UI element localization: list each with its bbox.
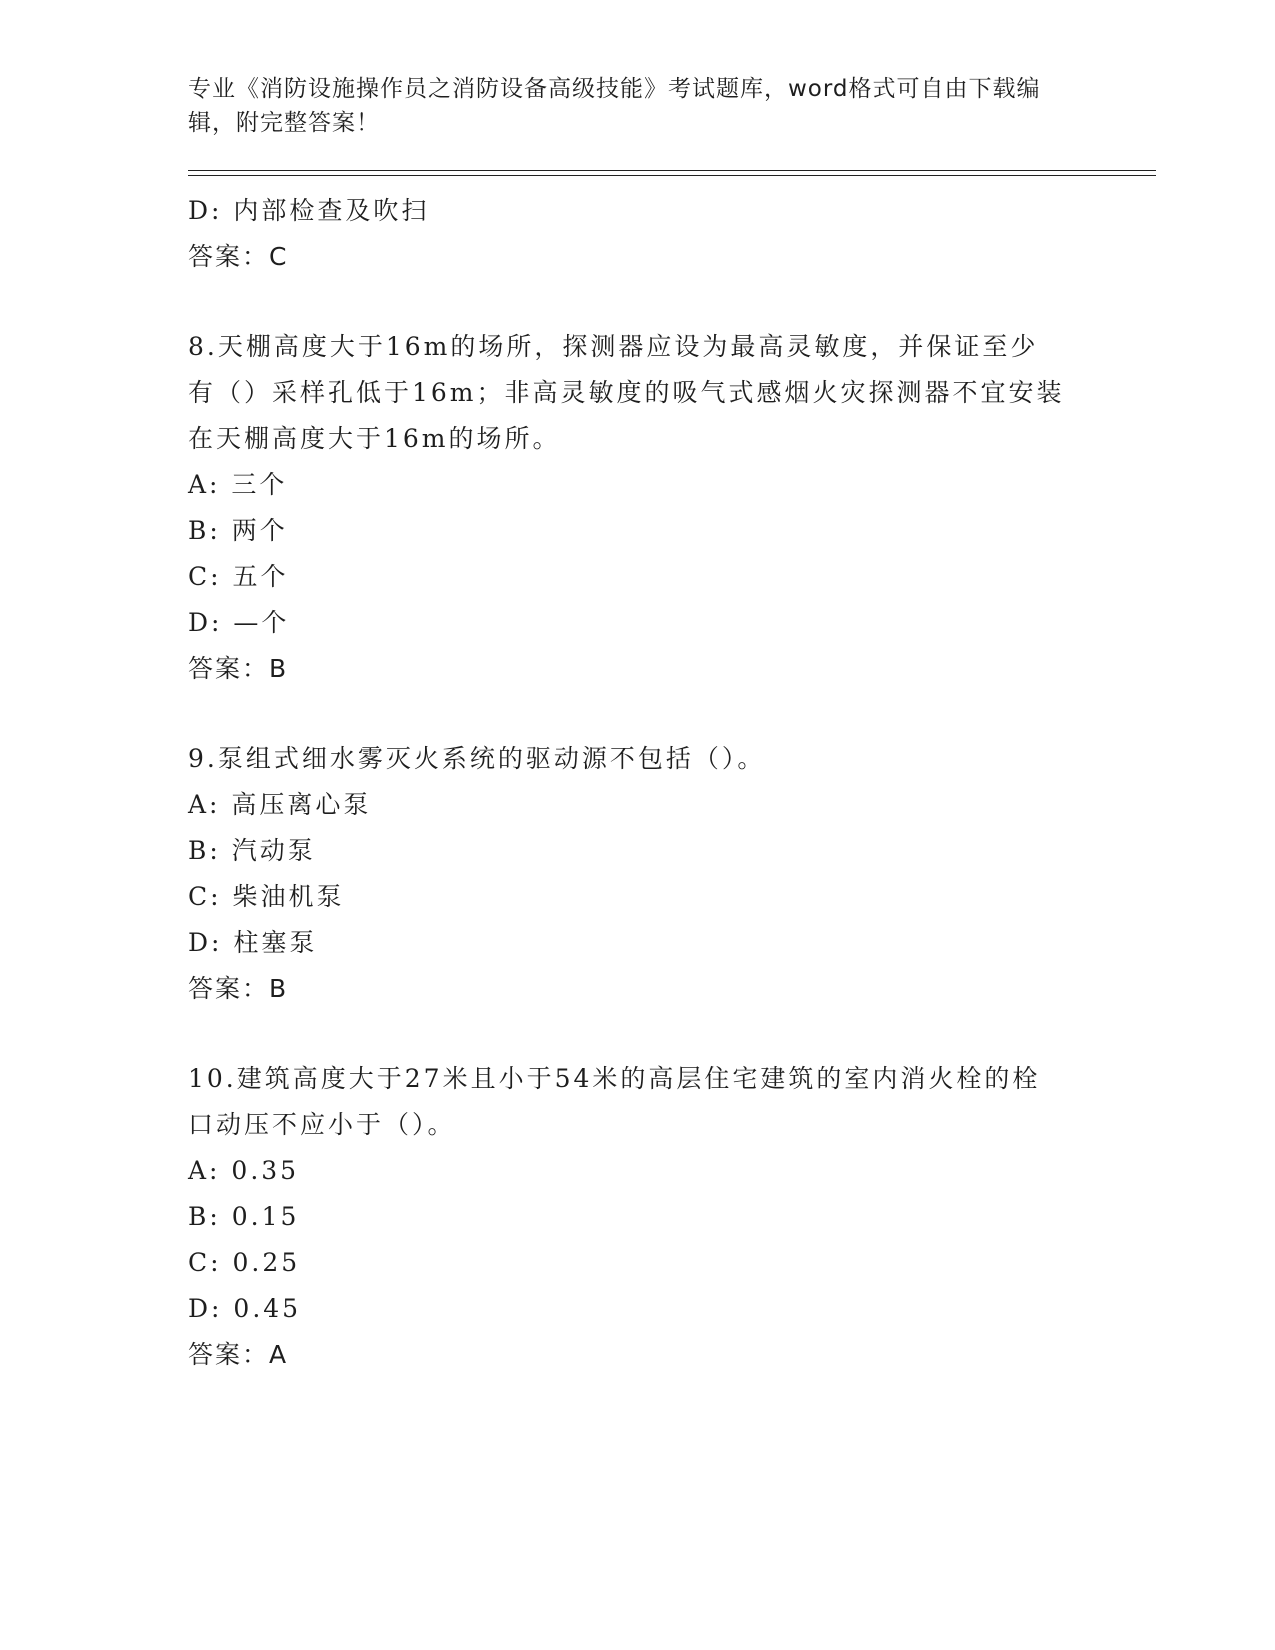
option-c: C: 柴油机泵 (188, 882, 345, 911)
question-8 (188, 324, 1088, 692)
question-gap (188, 280, 1088, 324)
answer-line: 答案：B (188, 654, 289, 683)
question-text-line: 有（）采样孔低于16m；非高灵敏度的吸气式感烟火灾探测器不宜安装 (188, 378, 1065, 407)
option-d: D: —个 (188, 608, 290, 637)
page-header: 专业《消防设施操作员之消防设备高级技能》考试题库，word格式可自由下载编辑，附完整答案！ (188, 76, 1041, 136)
question-text-line: 8.天棚高度大于16m的场所，探测器应设为最高灵敏度，并保证至少 (188, 332, 1039, 361)
option-b: B: 两个 (188, 516, 288, 545)
answer-line: 答案：B (188, 974, 289, 1003)
question-text-line: 10.建筑高度大于27米且小于54米的高层住宅建筑的室内消火栓的栓 (188, 1064, 1041, 1093)
option-a: A: 三个 (188, 470, 288, 499)
question-9 (188, 736, 1088, 1012)
option-b: B: 汽动泵 (188, 836, 316, 865)
header-rule-top (188, 170, 1156, 171)
option-c: C: 0.25 (188, 1248, 301, 1277)
question-text-line: 9.泵组式细水雾灭火系统的驱动源不包括（）。 (188, 744, 766, 773)
option-d: D: 内部检查及吹扫 (188, 196, 430, 225)
option-a: A: 高压离心泵 (188, 790, 372, 819)
question-list (188, 188, 1088, 1378)
option-c: C: 五个 (188, 562, 289, 591)
question-text-line: 口动压不应小于（）。 (188, 1110, 456, 1139)
option-d: D: 0.45 (188, 1294, 302, 1323)
option-b: B: 0.15 (188, 1202, 300, 1231)
header-rule-bottom (188, 175, 1156, 176)
question-gap (188, 1012, 1088, 1056)
question-gap (188, 692, 1088, 736)
question-text-line: 在天棚高度大于16m的场所。 (188, 424, 561, 453)
option-a: A: 0.35 (188, 1156, 300, 1185)
answer-line: 答案：A (188, 1340, 289, 1369)
question-10 (188, 1056, 1088, 1378)
option-d: D: 柱塞泵 (188, 928, 318, 957)
answer-line: 答案：C (188, 242, 289, 271)
